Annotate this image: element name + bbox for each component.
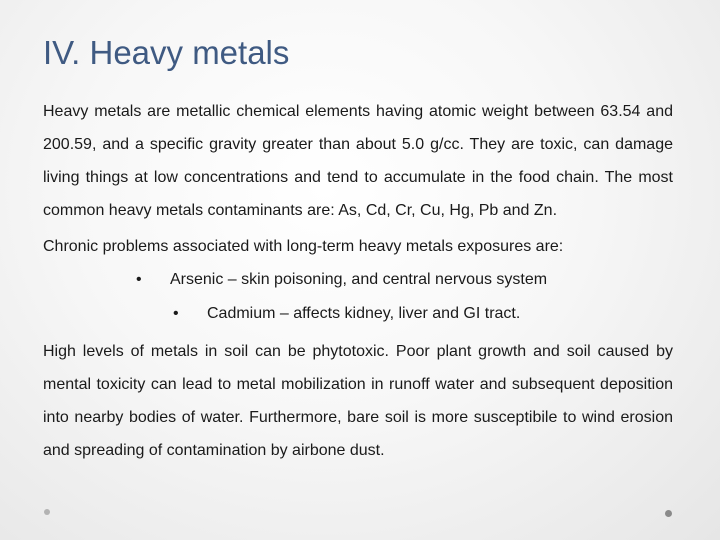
paragraph-soil-effects: High levels of metals in soil can be phytotoxic. Poor plant growth and soil caused by mental toxicity can lead to metal mobilization in runoff water and subsequent deposition into nearby bodies of water. Furthermore, bare soil is more susceptibile to wind erosion and spreading of contamination by airbone dust. — [43, 343, 673, 459]
bullet-text: Cadmium – affects kidney, liver and GI tract. — [207, 305, 521, 322]
slide-body — [43, 95, 673, 467]
bullet-text: Arsenic – skin poisoning, and central nervous system — [170, 271, 548, 288]
bullet-item-arsenic — [43, 263, 673, 297]
decorative-dot-icon — [665, 510, 672, 517]
decorative-dot-icon — [44, 509, 50, 515]
bullet-icon: • — [173, 305, 179, 322]
paragraph-definition: Heavy metals are metallic chemical elements having atomic weight between 63.54 and 200.59, and a specific gravity greater than about 5.0 g/cc. They are toxic, can damage living things at low concentrations and tend to accumulate in the food chain. The most common heavy metals contaminants are: As, Cd, Cr, Cu, Hg, Pb and Zn. — [43, 103, 673, 219]
slide-title: IV. Heavy metals — [43, 34, 290, 71]
paragraph-chronic-problems: Chronic problems associated with long-term heavy metals exposures are: — [43, 238, 564, 255]
bullet-icon: • — [136, 271, 142, 288]
bullet-item-cadmium — [43, 297, 673, 335]
